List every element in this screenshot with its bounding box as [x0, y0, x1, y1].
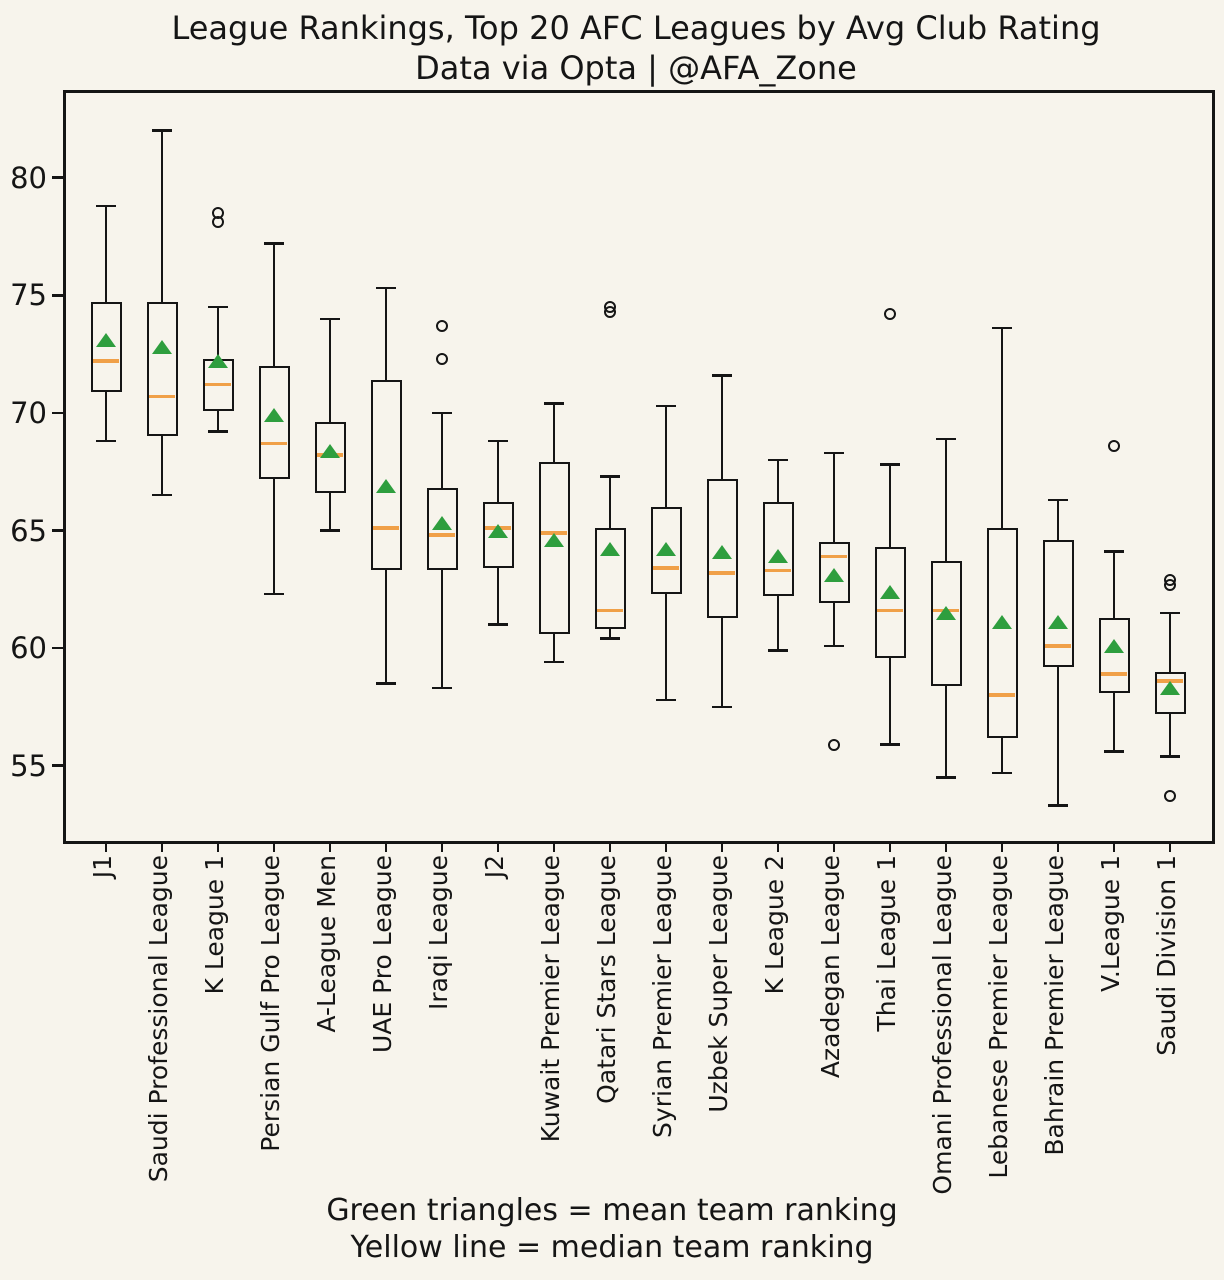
x-tick-label: J1 — [88, 855, 117, 879]
whisker-cap-lower — [488, 623, 508, 626]
median-line — [765, 569, 791, 573]
y-axis-tick — [52, 764, 63, 767]
chart-title — [63, 8, 1209, 88]
whisker-cap-lower — [1104, 750, 1124, 753]
whisker-lower — [777, 596, 780, 650]
x-axis-tick — [665, 841, 668, 852]
whisker-upper — [385, 288, 388, 380]
whisker-lower — [945, 686, 948, 778]
mean-marker — [264, 408, 284, 422]
whisker-cap-lower — [880, 743, 900, 746]
whisker-cap-lower — [1160, 755, 1180, 758]
whisker-cap-lower — [320, 529, 340, 532]
whisker-cap-upper — [600, 475, 620, 478]
whisker-cap-upper — [320, 318, 340, 321]
x-tick-label: Iraqi League — [424, 855, 453, 1011]
mean-marker — [1048, 615, 1068, 629]
outlier-point — [1108, 440, 1120, 452]
mean-marker — [1160, 681, 1180, 695]
x-tick-label: Azadegan League — [816, 855, 845, 1079]
whisker-cap-upper — [208, 306, 228, 309]
whisker-cap-upper — [264, 242, 284, 245]
whisker-upper — [721, 375, 724, 478]
whisker-lower — [105, 392, 108, 441]
whisker-lower — [1057, 667, 1060, 806]
x-tick-label: Kuwait Premier League — [536, 855, 565, 1143]
y-tick-label: 80 — [10, 160, 47, 195]
x-tick-label: Syrian Premier League — [648, 855, 677, 1138]
outlier-point — [436, 353, 448, 365]
whisker-cap-upper — [712, 374, 732, 377]
x-axis-tick — [945, 841, 948, 852]
mean-marker — [152, 340, 172, 354]
median-line — [597, 609, 623, 613]
x-tick-label: Omani Professional League — [928, 855, 957, 1195]
x-tick-label: V.League 1 — [1096, 855, 1125, 992]
whisker-cap-upper — [432, 412, 452, 415]
x-tick-label: Lebanese Premier League — [984, 855, 1013, 1179]
x-axis-tick — [497, 841, 500, 852]
y-tick-label: 65 — [10, 513, 47, 548]
whisker-upper — [161, 131, 164, 303]
whisker-cap-upper — [376, 287, 396, 290]
mean-marker — [600, 542, 620, 556]
median-line — [821, 555, 847, 559]
whisker-upper — [1001, 328, 1004, 528]
x-axis-tick — [441, 841, 444, 852]
whisker-lower — [833, 603, 836, 645]
mean-marker — [880, 585, 900, 599]
x-axis-tick — [217, 841, 220, 852]
x-axis-tick — [553, 841, 556, 852]
whisker-lower — [721, 618, 724, 707]
mean-marker — [544, 533, 564, 547]
median-line — [373, 526, 399, 530]
x-axis-tick — [777, 841, 780, 852]
chart-caption — [0, 1192, 1224, 1266]
x-axis-tick — [329, 841, 332, 852]
x-tick-label: Saudi Division 1 — [1152, 855, 1181, 1056]
whisker-cap-lower — [1048, 804, 1068, 807]
mean-marker — [824, 568, 844, 582]
whisker-cap-lower — [432, 687, 452, 690]
whisker-upper — [609, 476, 612, 528]
whisker-upper — [273, 244, 276, 366]
whisker-cap-lower — [600, 637, 620, 640]
y-tick-label: 55 — [10, 748, 47, 783]
median-line — [205, 383, 231, 387]
box-plot — [539, 462, 570, 634]
median-line — [93, 359, 119, 363]
x-axis-tick — [609, 841, 612, 852]
mean-marker — [376, 479, 396, 493]
whisker-upper — [441, 413, 444, 488]
whisker-lower — [217, 411, 220, 432]
x-axis-tick — [889, 841, 892, 852]
whisker-lower — [1113, 693, 1116, 752]
whisker-cap-upper — [992, 327, 1012, 330]
x-tick-label: Thai League 1 — [872, 855, 901, 1032]
whisker-cap-lower — [768, 649, 788, 652]
whisker-upper — [105, 206, 108, 302]
mean-marker — [936, 606, 956, 620]
whisker-cap-lower — [936, 776, 956, 779]
x-tick-label: A-League Men — [312, 855, 341, 1033]
whisker-lower — [497, 568, 500, 624]
x-axis-tick — [1113, 841, 1116, 852]
outlier-point — [1164, 790, 1176, 802]
y-axis-tick — [52, 412, 63, 415]
whisker-cap-upper — [824, 452, 844, 455]
outlier-point — [604, 306, 616, 318]
whisker-upper — [553, 403, 556, 462]
median-line — [653, 566, 679, 570]
outlier-point — [212, 216, 224, 228]
whisker-cap-lower — [376, 682, 396, 685]
whisker-cap-lower — [824, 645, 844, 648]
caption-line2: Yellow line = median team ranking — [350, 1230, 874, 1265]
chart-title-line2: Data via Opta | @AFA_Zone — [415, 49, 857, 87]
whisker-upper — [1113, 552, 1116, 618]
chart-title-line1: League Rankings, Top 20 AFC Leagues by Avg Club Rating — [171, 9, 1101, 47]
x-axis-tick — [1001, 841, 1004, 852]
box-plot — [1099, 618, 1130, 693]
mean-marker — [712, 545, 732, 559]
median-line — [1045, 644, 1071, 648]
y-axis-tick — [52, 294, 63, 297]
median-line — [1101, 672, 1127, 676]
box-plot — [931, 561, 962, 686]
mean-marker — [1104, 639, 1124, 653]
y-tick-label: 70 — [10, 395, 47, 430]
mean-marker — [656, 542, 676, 556]
mean-marker — [320, 444, 340, 458]
median-line — [149, 395, 175, 399]
median-line — [989, 693, 1015, 697]
whisker-upper — [217, 307, 220, 359]
whisker-lower — [385, 570, 388, 683]
whisker-cap-upper — [880, 463, 900, 466]
y-tick-label: 60 — [10, 631, 47, 666]
box-plot — [371, 380, 402, 571]
whisker-cap-lower — [152, 494, 172, 497]
x-tick-label: K League 2 — [760, 855, 789, 995]
y-axis-tick — [52, 647, 63, 650]
x-axis-tick — [833, 841, 836, 852]
whisker-cap-upper — [1160, 612, 1180, 615]
whisker-lower — [889, 658, 892, 745]
whisker-cap-upper — [1048, 499, 1068, 502]
x-tick-label: J2 — [480, 855, 509, 879]
box-plot — [987, 528, 1018, 737]
whisker-lower — [161, 436, 164, 495]
whisker-cap-upper — [488, 440, 508, 443]
outlier-point — [884, 308, 896, 320]
whisker-cap-lower — [264, 593, 284, 596]
x-tick-label: Persian Gulf Pro League — [256, 855, 285, 1152]
x-tick-label: UAE Pro League — [368, 855, 397, 1054]
whisker-cap-lower — [712, 706, 732, 709]
median-line — [877, 609, 903, 613]
whisker-cap-upper — [152, 129, 172, 132]
mean-marker — [96, 333, 116, 347]
x-tick-label: Uzbek Super League — [704, 855, 733, 1113]
whisker-upper — [497, 441, 500, 502]
y-axis-tick — [52, 176, 63, 179]
whisker-lower — [329, 493, 332, 531]
whisker-cap-lower — [208, 430, 228, 433]
whisker-cap-lower — [656, 699, 676, 702]
y-tick-label: 75 — [10, 278, 47, 313]
mean-marker — [208, 354, 228, 368]
whisker-upper — [833, 453, 836, 542]
caption-line1: Green triangles = mean team ranking — [326, 1193, 898, 1228]
whisker-cap-upper — [544, 402, 564, 405]
x-axis-tick — [1169, 841, 1172, 852]
whisker-upper — [1057, 500, 1060, 540]
whisker-upper — [889, 465, 892, 547]
mean-marker — [992, 615, 1012, 629]
box-plot — [1043, 540, 1074, 667]
whisker-lower — [665, 594, 668, 700]
mean-marker — [768, 549, 788, 563]
median-line — [429, 533, 455, 537]
whisker-upper — [945, 439, 948, 561]
whisker-upper — [1169, 613, 1172, 672]
x-axis-tick — [385, 841, 388, 852]
x-tick-label: Bahrain Premier League — [1040, 855, 1069, 1156]
whisker-cap-lower — [544, 661, 564, 664]
x-axis-tick — [273, 841, 276, 852]
whisker-cap-upper — [656, 405, 676, 408]
outlier-point — [436, 320, 448, 332]
x-tick-label: K League 1 — [200, 855, 229, 995]
whisker-cap-upper — [96, 205, 116, 208]
outlier-point — [1164, 579, 1176, 591]
mean-marker — [432, 516, 452, 530]
whisker-lower — [1169, 714, 1172, 756]
median-line — [709, 571, 735, 575]
whisker-lower — [441, 570, 444, 688]
x-axis-tick — [161, 841, 164, 852]
box-plot — [875, 547, 906, 658]
whisker-lower — [1001, 738, 1004, 773]
whisker-cap-upper — [936, 438, 956, 441]
whisker-upper — [329, 319, 332, 422]
whisker-lower — [553, 634, 556, 662]
box-plot — [315, 422, 346, 493]
whisker-upper — [665, 406, 668, 507]
whisker-upper — [777, 460, 780, 502]
x-tick-label: Qatari Stars League — [592, 855, 621, 1104]
y-axis-tick — [52, 529, 63, 532]
whisker-cap-lower — [96, 440, 116, 443]
whisker-cap-upper — [768, 459, 788, 462]
whisker-cap-upper — [1104, 550, 1124, 553]
x-axis-tick — [1057, 841, 1060, 852]
plot-area — [10, 90, 1215, 844]
box-plot — [259, 366, 290, 479]
whisker-cap-lower — [992, 772, 1012, 775]
whisker-lower — [273, 479, 276, 594]
median-line — [261, 442, 287, 446]
box-plot — [91, 302, 122, 391]
x-axis-tick — [105, 841, 108, 852]
x-tick-label: Saudi Professional League — [144, 855, 173, 1183]
mean-marker — [488, 524, 508, 538]
box-plot — [147, 302, 178, 436]
outlier-point — [828, 739, 840, 751]
x-axis-tick — [721, 841, 724, 852]
